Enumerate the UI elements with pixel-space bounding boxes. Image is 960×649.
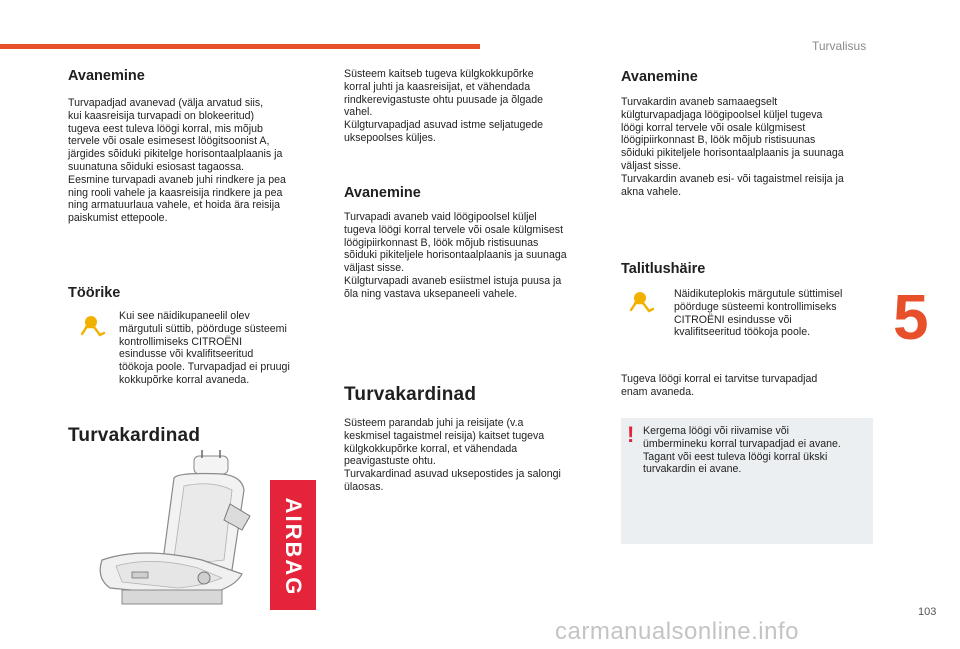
seat-airbag-figure — [82, 450, 318, 610]
page-number: 103 — [918, 606, 937, 618]
airbag-label: AIRBAG — [281, 497, 306, 597]
warning-light-icon — [80, 312, 108, 340]
col3-warning-text: Kergema löögi või riivamise või ümbermineku korral turvapadjad ei avane. Tagant või eest tuleva löögi korral ükski turvakardin ei avane. — [643, 425, 841, 476]
col3-paragraph-deployment: Turvakardin avaneb samaaegselt külgturvapadjaga löögipoolsel küljel tugeva löögi korral tervele või osale külgmisest löögipiirkonnast B, löök mõjub ristisuunas sõiduki pikiteljele horisontaalplaanis ja suunaga väljast sisse. Turvakardin avaneb esi- või tagaistmel reisija ja akna vahele. — [621, 96, 844, 198]
col2-paragraph-curtains: Süsteem parandab juhi ja reisijate (v.a keskmisel tagaistmel reisija) kaitset tugeva külgkokkupõrke korral, et vähendada peavigastuste ohtu. Turvakardinad asuvad uksepostides ja salongi ülaosas. — [344, 417, 561, 493]
warning-light-icon — [629, 288, 657, 316]
col1-heading-fault: Töörike — [68, 285, 121, 301]
col3-paragraph-no-deploy: Tugeva löögi korral ei tarvitse turvapadjad enam avaneda. — [621, 373, 818, 398]
airbag-label-badge — [270, 480, 316, 610]
section-name: Turvalisus — [812, 39, 867, 53]
col1-title-curtains: Turvakardinad — [68, 425, 201, 446]
col1-paragraph-deployment: Turvapadjad avanevad (välja arvatud siis, kui kaasreisija turvapadi on blokeeritud) tugeva eest tuleva löögi korral, mis mõjub tervele või osale esimesest löögitsoonist A, järgides sõiduki pikitelge horisontaalplaanis ja suunatuna sõiduki esiosast tagaossa. Eesmine turvapadi avaneb juhi rindkere ja pea ning rooli vahele ja kaasreisija rindkere ja pea ning armatuurlaua vahele, et hoida ära reisija paiskumist ettepoole. — [68, 97, 286, 225]
col1-fault-note: Kui see näidikupaneelil olev märgutuli süttib, pöörduge süsteemi kontrollimiseks CITROËNI esindusse või kvalifitseeritud töökoja poole. Turvapadjad ei pruugi kokkupõrke korral avaneda. — [119, 310, 290, 386]
col3-heading-malfunction: Talitlushäire — [621, 261, 706, 277]
watermark: carmanualsonline.info — [555, 618, 799, 645]
col3-heading-deployment: Avanemine — [621, 69, 698, 85]
header-accent-bar — [0, 44, 480, 49]
exclamation-icon: ! — [627, 422, 635, 447]
col2-heading-deployment: Avanemine — [344, 185, 421, 201]
col2-paragraph-intro: Süsteem kaitseb tugeva külgkokkupõrke korral juhti ja kaasreisijat, et vähendada rindkerevigastuste ohtu puusade ja õlgade vahel. Külgturvapadjad asuvad istme seljatugede uksepoolses küljes. — [344, 68, 544, 144]
col2-title-curtains: Turvakardinad — [344, 384, 477, 405]
col2-paragraph-deployment: Turvapadi avaneb vaid löögipoolsel küljel tugeva löögi korral tervele või osale külgmisest löögipiirkonnast B, löök mõjub ristisuunas sõiduki pikiteljele horisontaalplaanis ja suunaga väljast sisse. Külgturvapadi avaneb esiistmel istuja puusa ja õla ning vastava uksepaneeli vahele. — [344, 211, 567, 300]
chapter-number: 5 — [893, 281, 929, 353]
col1-heading-deployment: Avanemine — [68, 68, 145, 84]
col3-malfunction-note: Näidikuteplokis märgutule süttimisel pöörduge süsteemi kontrollimiseks CITROËNI esindusse või kvalifitseeritud töökoja poole. — [674, 288, 843, 339]
